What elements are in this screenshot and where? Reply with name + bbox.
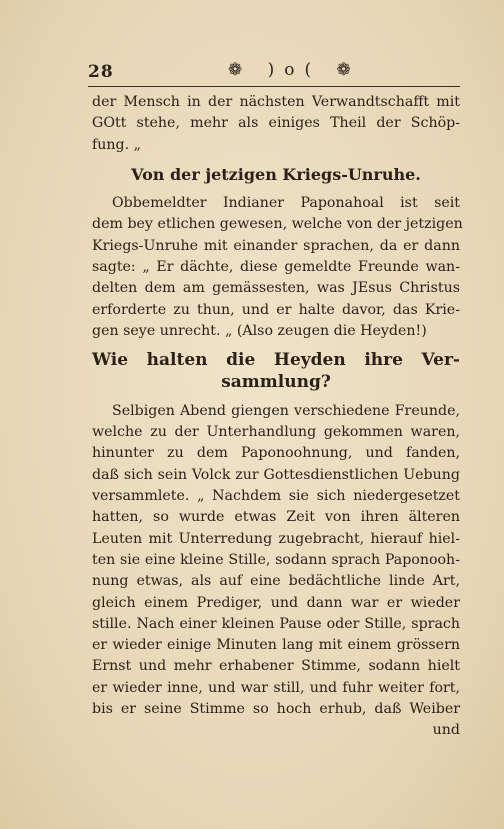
text-line: sagte: „ Er dächte, diese gemeldte Freunde wan- — [92, 259, 460, 276]
text-line: er wieder einige Minuten lang mit einem grössern — [92, 637, 460, 654]
text-line: erforderte zu thun, und er halte davor, das Krie- — [92, 301, 460, 318]
text-line: welche zu der Unterhandlung gekommen waren, — [92, 424, 460, 441]
text-line: dem bey etlichen gewesen, welche von der jetzigen — [92, 216, 463, 233]
text-line: Selbigen Abend giengen verschiedene Freunde, — [112, 402, 460, 419]
text-line: der Mensch in der nächsten Verwandtschafft mit — [92, 94, 460, 110]
text-line: Obbemeldter Indianer Paponahoal ist seit — [112, 195, 460, 212]
header-rule — [88, 86, 460, 87]
text-line: Ernst und mehr erhabener Stimme, sodann hielt — [92, 658, 460, 675]
section-heading: sammlung? — [221, 371, 331, 392]
catchword: und — [432, 722, 460, 739]
section-heading: Von der jetzigen Kriegs-Unruhe. — [131, 164, 421, 184]
section-heading: Wie halten die Heyden ihre Ver- — [92, 350, 460, 371]
text-line: hinunter zu dem Paponoohnung, und fanden, — [92, 445, 460, 462]
text-line: Leuten mit Unterredung zugebracht, hierauf hiel- — [92, 530, 460, 547]
page-number: 28 — [88, 62, 114, 82]
text-line: gen seye unrecht. „ (Also zeugen die Heyden!) — [92, 322, 427, 339]
text-line: fung. „ — [92, 136, 141, 153]
text-line: stille. Nach einer kleinen Pause oder Stille, sprach — [92, 615, 460, 632]
body-text — [92, 92, 463, 742]
text-line: hatten, so wurde etwas Zeit von ihren älteren — [92, 509, 460, 526]
text-line: ten sie eine kleine Stille, sodann sprach Paponooh- — [92, 551, 460, 568]
text-line: gleich einem Prediger, und dann war er wieder — [92, 594, 460, 611]
text-line: nung etwas, als auf eine bedächtliche linde Art, — [92, 573, 460, 590]
text-line: daß sich sein Volck zur Gottesdienstlichen Uebung — [92, 466, 460, 483]
text-line: delten dem am gemässesten, was JEsus Christus — [92, 280, 460, 297]
text-line: er wieder inne, und war still, und fuhr weiter fort, — [92, 679, 460, 696]
text-line: bis er seine Stimme so hoch erhub, daß Weiber — [92, 701, 460, 718]
text-line: Kriegs-Unruhe mit einander sprachen, da er dann — [92, 237, 460, 254]
header-ornament: ❁ )o( ❁ — [228, 60, 361, 80]
text-line: GOtt stehe, mehr als einiges Theil der Schöp- — [92, 115, 460, 132]
page-header — [88, 60, 460, 88]
text-line: versammlete. „ Nachdem sie sich niedergesetzet — [92, 488, 460, 505]
